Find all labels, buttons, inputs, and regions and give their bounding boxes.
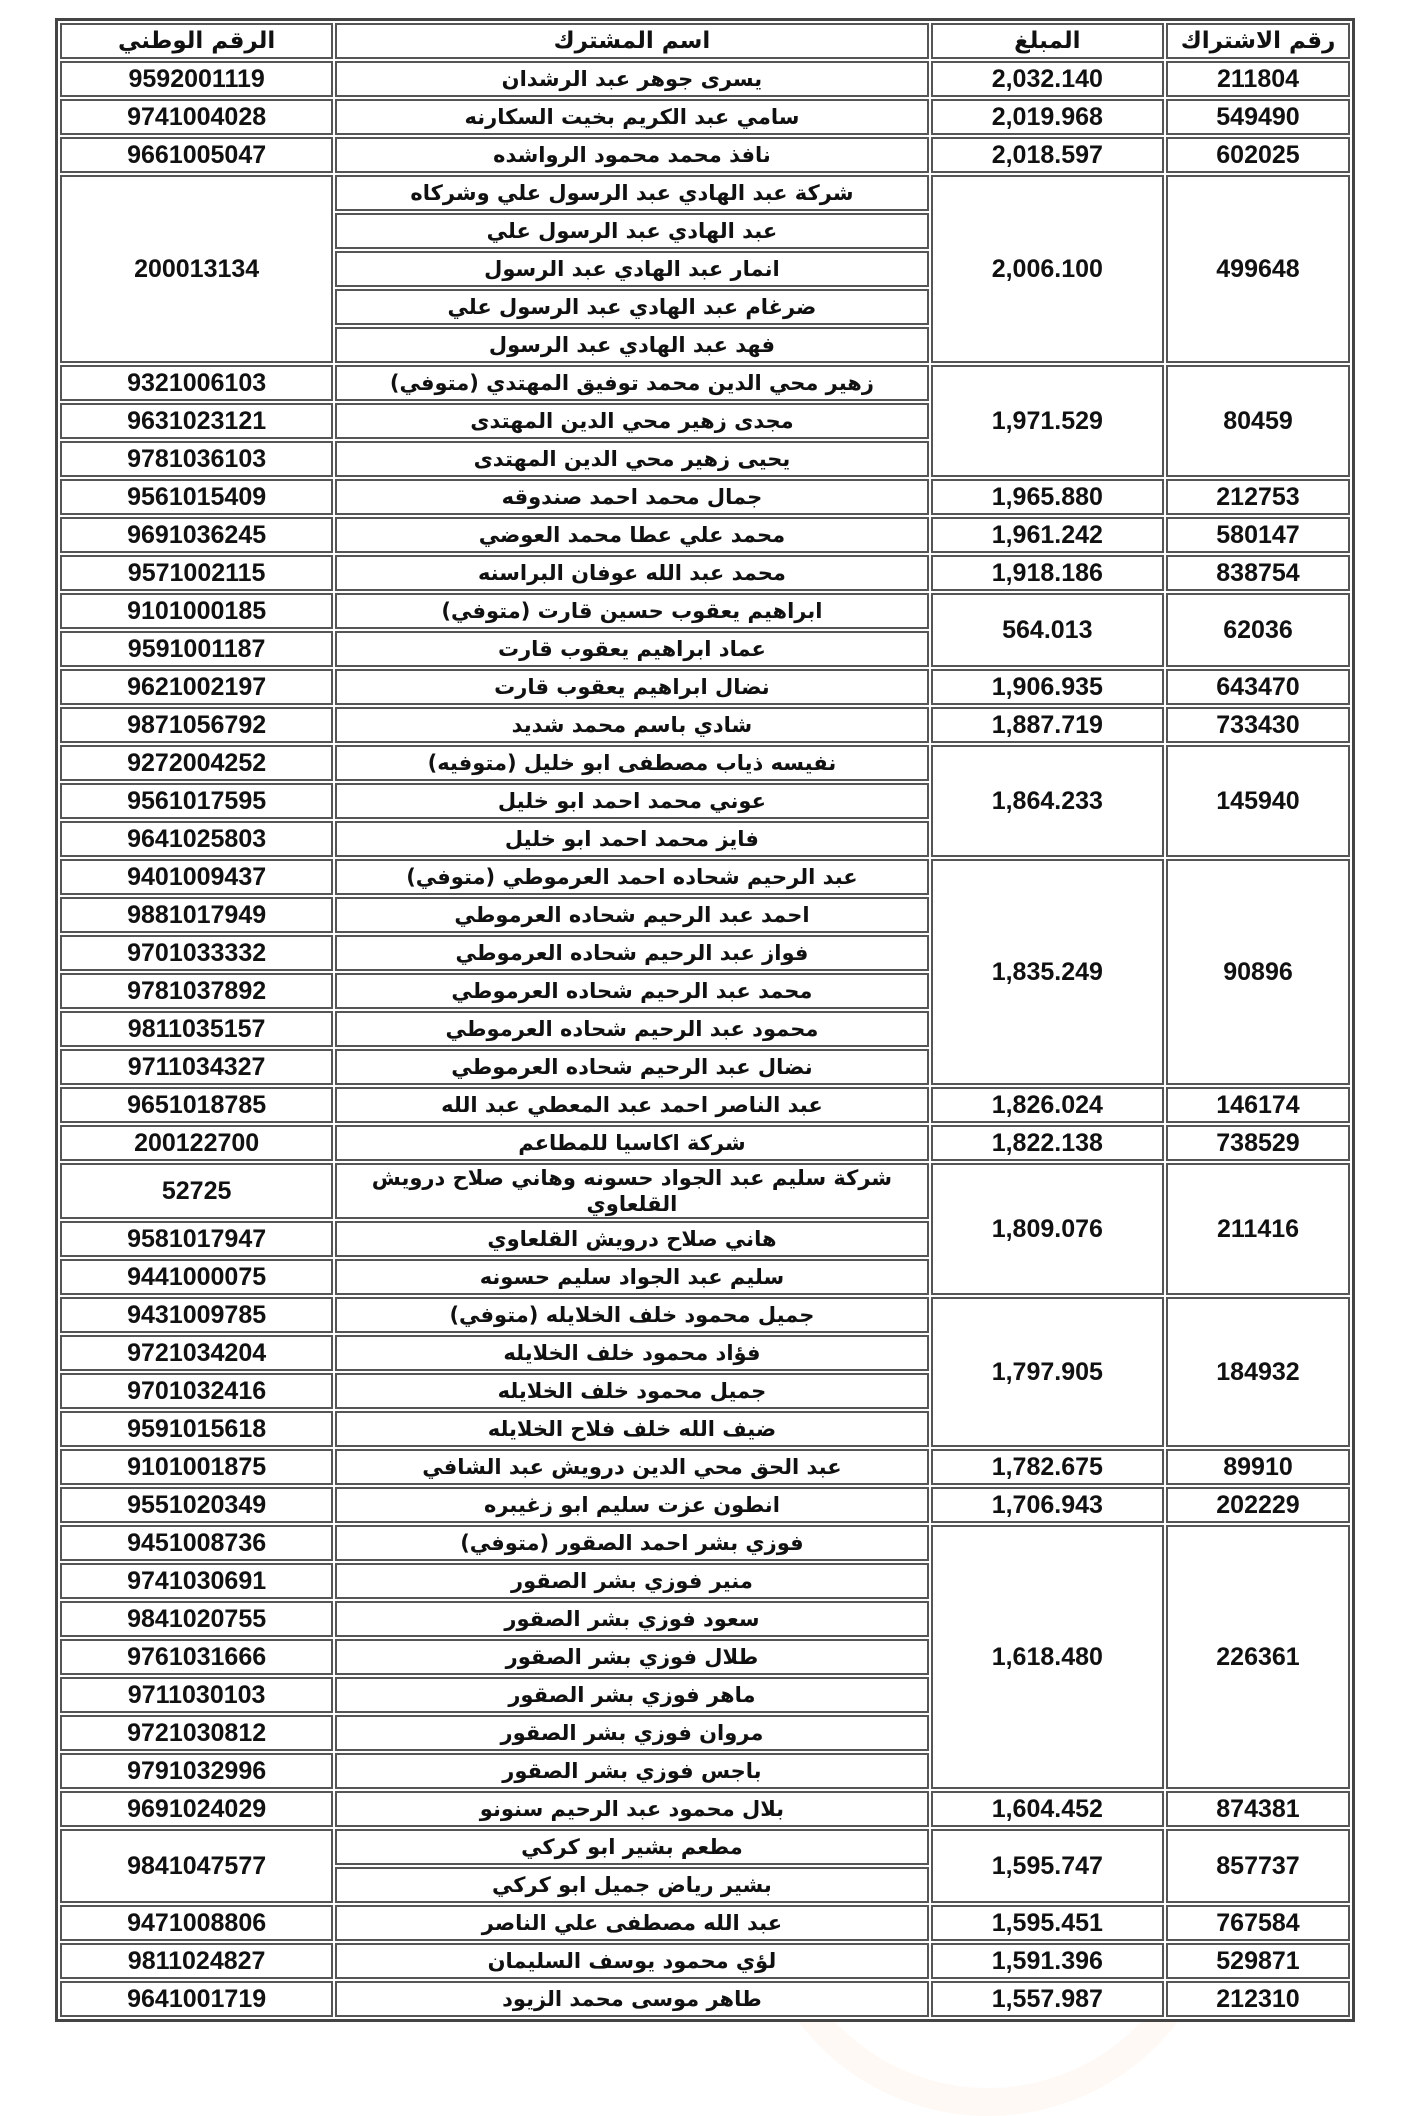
national-number: 9651018785 <box>60 1087 333 1123</box>
subscriber-name: عوني محمد احمد ابو خليل <box>335 783 928 819</box>
subscription-number: 602025 <box>1166 137 1350 173</box>
national-number: 9741004028 <box>60 99 333 135</box>
subscription-number: 89910 <box>1166 1449 1350 1485</box>
subscriber-name: هاني صلاح درويش القلعاوي <box>335 1221 928 1257</box>
table-header-row <box>60 23 1350 59</box>
table-row <box>60 137 1350 173</box>
table-row <box>60 1905 1350 1941</box>
table-row <box>60 1829 1350 1865</box>
table-row <box>60 1087 1350 1123</box>
amount: 1,595.747 <box>931 1829 1164 1903</box>
amount: 1,797.905 <box>931 1297 1164 1447</box>
national-number: 9641025803 <box>60 821 333 857</box>
table-row <box>60 669 1350 705</box>
subscriber-name: شركة اكاسيا للمطاعم <box>335 1125 928 1161</box>
subscription-number: 767584 <box>1166 1905 1350 1941</box>
amount: 1,591.396 <box>931 1943 1164 1979</box>
subscriber-name: مطعم بشير ابو كركي <box>335 1829 928 1865</box>
table-row <box>60 1449 1350 1485</box>
subscriber-name: احمد عبد الرحيم شحاده العرموطي <box>335 897 928 933</box>
subscriber-name: انمار عبد الهادي عبد الرسول <box>335 251 928 287</box>
subscriber-name: عبد الهادي عبد الرسول علي <box>335 213 928 249</box>
subscription-number: 643470 <box>1166 669 1350 705</box>
subscriber-name: محمد عبد الرحيم شحاده العرموطي <box>335 973 928 1009</box>
national-number: 9592001119 <box>60 61 333 97</box>
subscriber-name: مجدى زهير محي الدين المهتدى <box>335 403 928 439</box>
table-row <box>60 365 1350 401</box>
amount: 2,019.968 <box>931 99 1164 135</box>
amount: 1,706.943 <box>931 1487 1164 1523</box>
subscriber-name: زهير محي الدين محمد توفيق المهتدي (متوفي) <box>335 365 928 401</box>
national-number: 9721034204 <box>60 1335 333 1371</box>
national-number: 9101000185 <box>60 593 333 629</box>
table-row <box>60 1525 1350 1561</box>
table-row <box>60 175 1350 211</box>
table-row <box>60 1125 1350 1161</box>
amount: 1,971.529 <box>931 365 1164 477</box>
national-number: 9781037892 <box>60 973 333 1009</box>
header-subscription-number: رقم الاشتراك <box>1166 23 1350 59</box>
table-row <box>60 517 1350 553</box>
table-row <box>60 1163 1350 1219</box>
header-amount: المبلغ <box>931 23 1164 59</box>
subscriber-name: شركة سليم عبد الجواد حسونه وهاني صلاح درويش القلعاوي <box>335 1163 928 1219</box>
subscriber-name: محمد علي عطا محمد العوضي <box>335 517 928 553</box>
national-number: 9321006103 <box>60 365 333 401</box>
subscriber-name: انطون عزت سليم ابو زغيبره <box>335 1487 928 1523</box>
subscription-number: 499648 <box>1166 175 1350 363</box>
national-number: 9691036245 <box>60 517 333 553</box>
subscriber-name: محمد عبد الله عوفان البراسنه <box>335 555 928 591</box>
table-row <box>60 1791 1350 1827</box>
national-number: 9701033332 <box>60 935 333 971</box>
subscription-number: 211804 <box>1166 61 1350 97</box>
national-number: 9581017947 <box>60 1221 333 1257</box>
subscription-number: 211416 <box>1166 1163 1350 1295</box>
subscriber-name: لؤي محمود يوسف السليمان <box>335 1943 928 1979</box>
subscriber-name: عبد الله مصطفى علي الناصر <box>335 1905 928 1941</box>
amount: 1,906.935 <box>931 669 1164 705</box>
national-number: 9701032416 <box>60 1373 333 1409</box>
table-row <box>60 1487 1350 1523</box>
national-number: 9561015409 <box>60 479 333 515</box>
table-body <box>60 61 1350 2017</box>
amount: 1,809.076 <box>931 1163 1164 1295</box>
table-row <box>60 1297 1350 1333</box>
national-number: 9272004252 <box>60 745 333 781</box>
national-number: 9591015618 <box>60 1411 333 1447</box>
table-row <box>60 555 1350 591</box>
table-row <box>60 593 1350 629</box>
national-number: 9441000075 <box>60 1259 333 1295</box>
subscriber-name: ضيف الله خلف فلاح الخلايله <box>335 1411 928 1447</box>
subscriber-name: سليم عبد الجواد سليم حسونه <box>335 1259 928 1295</box>
subscription-number: 733430 <box>1166 707 1350 743</box>
subscriber-name: يسرى جوهر عبد الرشدان <box>335 61 928 97</box>
national-number: 9841047577 <box>60 1829 333 1903</box>
amount: 1,595.451 <box>931 1905 1164 1941</box>
amount: 1,826.024 <box>931 1087 1164 1123</box>
subscription-number: 90896 <box>1166 859 1350 1085</box>
national-number: 9781036103 <box>60 441 333 477</box>
national-number: 9551020349 <box>60 1487 333 1523</box>
subscribers-table <box>55 18 1355 2022</box>
national-number: 9571002115 <box>60 555 333 591</box>
national-number: 9471008806 <box>60 1905 333 1941</box>
subscription-number: 212753 <box>1166 479 1350 515</box>
amount: 1,604.452 <box>931 1791 1164 1827</box>
subscriber-name: نضال ابراهيم يعقوب قارت <box>335 669 928 705</box>
national-number: 9401009437 <box>60 859 333 895</box>
national-number: 9711030103 <box>60 1677 333 1713</box>
table-row <box>60 859 1350 895</box>
subscriber-name: عبد الناصر احمد عبد المعطي عبد الله <box>335 1087 928 1123</box>
national-number: 9811035157 <box>60 1011 333 1047</box>
subscriber-name: عبد الرحيم شحاده احمد العرموطي (متوفي) <box>335 859 928 895</box>
subscriber-name: فوزي بشر احمد الصقور (متوفي) <box>335 1525 928 1561</box>
subscription-number: 80459 <box>1166 365 1350 477</box>
table-row <box>60 745 1350 781</box>
amount: 1,887.719 <box>931 707 1164 743</box>
subscriber-name: فواز عبد الرحيم شحاده العرموطي <box>335 935 928 971</box>
national-number: 9591001187 <box>60 631 333 667</box>
subscriber-name: جمال محمد احمد صندوقه <box>335 479 928 515</box>
subscriber-name: سامي عبد الكريم بخيت السكارنه <box>335 99 928 135</box>
subscriber-name: بشير رياض جميل ابو كركي <box>335 1867 928 1903</box>
subscription-number: 145940 <box>1166 745 1350 857</box>
subscription-number: 549490 <box>1166 99 1350 135</box>
amount: 1,918.186 <box>931 555 1164 591</box>
subscription-number: 529871 <box>1166 1943 1350 1979</box>
subscriber-name: سعود فوزي بشر الصقور <box>335 1601 928 1637</box>
national-number: 200013134 <box>60 175 333 363</box>
amount: 564.013 <box>931 593 1164 667</box>
table-row <box>60 479 1350 515</box>
subscriber-name: ضرغام عبد الهادي عبد الرسول علي <box>335 289 928 325</box>
national-number: 9641001719 <box>60 1981 333 2017</box>
national-number: 9451008736 <box>60 1525 333 1561</box>
amount: 1,835.249 <box>931 859 1164 1085</box>
national-number: 9871056792 <box>60 707 333 743</box>
subscription-number: 202229 <box>1166 1487 1350 1523</box>
subscription-number: 580147 <box>1166 517 1350 553</box>
subscription-number: 838754 <box>1166 555 1350 591</box>
amount: 1,618.480 <box>931 1525 1164 1789</box>
amount: 1,864.233 <box>931 745 1164 857</box>
subscriber-name: ابراهيم يعقوب حسين قارت (متوفي) <box>335 593 928 629</box>
table-row <box>60 1943 1350 1979</box>
subscriber-name: مروان فوزي بشر الصقور <box>335 1715 928 1751</box>
national-number: 9431009785 <box>60 1297 333 1333</box>
subscriber-name: يحيى زهير محي الدين المهتدى <box>335 441 928 477</box>
subscriber-name: شادي باسم محمد شديد <box>335 707 928 743</box>
subscriber-name: فؤاد محمود خلف الخلايله <box>335 1335 928 1371</box>
national-number: 9881017949 <box>60 897 333 933</box>
national-number: 9841020755 <box>60 1601 333 1637</box>
table-row <box>60 99 1350 135</box>
subscriber-name: فهد عبد الهادي عبد الرسول <box>335 327 928 363</box>
national-number: 52725 <box>60 1163 333 1219</box>
subscription-number: 874381 <box>1166 1791 1350 1827</box>
subscriber-name: شركة عبد الهادي عبد الرسول علي وشركاه <box>335 175 928 211</box>
national-number: 9631023121 <box>60 403 333 439</box>
amount: 2,032.140 <box>931 61 1164 97</box>
subscription-number: 226361 <box>1166 1525 1350 1789</box>
subscriber-name: جميل محمود خلف الخلايله <box>335 1373 928 1409</box>
header-subscriber-name: اسم المشترك <box>335 23 928 59</box>
subscriber-name: نفيسه ذياب مصطفى ابو خليل (متوفيه) <box>335 745 928 781</box>
national-number: 9741030691 <box>60 1563 333 1599</box>
subscription-number: 212310 <box>1166 1981 1350 2017</box>
subscriber-name: بلال محمود عبد الرحيم سنونو <box>335 1791 928 1827</box>
national-number: 9101001875 <box>60 1449 333 1485</box>
subscription-number: 184932 <box>1166 1297 1350 1447</box>
table-row <box>60 61 1350 97</box>
subscriber-name: نافذ محمد محمود الرواشده <box>335 137 928 173</box>
header-national-number: الرقم الوطني <box>60 23 333 59</box>
subscriber-name: طاهر موسى محمد الزيود <box>335 1981 928 2017</box>
amount: 1,961.242 <box>931 517 1164 553</box>
subscription-number: 857737 <box>1166 1829 1350 1903</box>
subscriber-name: فايز محمد احمد ابو خليل <box>335 821 928 857</box>
national-number: 9761031666 <box>60 1639 333 1675</box>
national-number: 9691024029 <box>60 1791 333 1827</box>
subscriber-name: محمود عبد الرحيم شحاده العرموطي <box>335 1011 928 1047</box>
subscription-number: 62036 <box>1166 593 1350 667</box>
subscription-number: 146174 <box>1166 1087 1350 1123</box>
national-number: 9621002197 <box>60 669 333 705</box>
amount: 1,782.675 <box>931 1449 1164 1485</box>
national-number: 200122700 <box>60 1125 333 1161</box>
table-row <box>60 707 1350 743</box>
amount: 2,018.597 <box>931 137 1164 173</box>
subscriber-name: منير فوزي بشر الصقور <box>335 1563 928 1599</box>
table-row <box>60 1981 1350 2017</box>
subscriber-name: نضال عبد الرحيم شحاده العرموطي <box>335 1049 928 1085</box>
amount: 2,006.100 <box>931 175 1164 363</box>
national-number: 9791032996 <box>60 1753 333 1789</box>
subscriber-name: جميل محمود خلف الخلايله (متوفي) <box>335 1297 928 1333</box>
national-number: 9661005047 <box>60 137 333 173</box>
subscriber-name: طلال فوزي بشر الصقور <box>335 1639 928 1675</box>
amount: 1,822.138 <box>931 1125 1164 1161</box>
national-number: 9561017595 <box>60 783 333 819</box>
national-number: 9711034327 <box>60 1049 333 1085</box>
amount: 1,965.880 <box>931 479 1164 515</box>
subscriber-name: عماد ابراهيم يعقوب قارت <box>335 631 928 667</box>
national-number: 9721030812 <box>60 1715 333 1751</box>
subscriber-name: باجس فوزي بشر الصقور <box>335 1753 928 1789</box>
national-number: 9811024827 <box>60 1943 333 1979</box>
subscriber-name: عبد الحق محي الدين درويش عبد الشافي <box>335 1449 928 1485</box>
subscription-number: 738529 <box>1166 1125 1350 1161</box>
amount: 1,557.987 <box>931 1981 1164 2017</box>
subscriber-name: ماهر فوزي بشر الصقور <box>335 1677 928 1713</box>
